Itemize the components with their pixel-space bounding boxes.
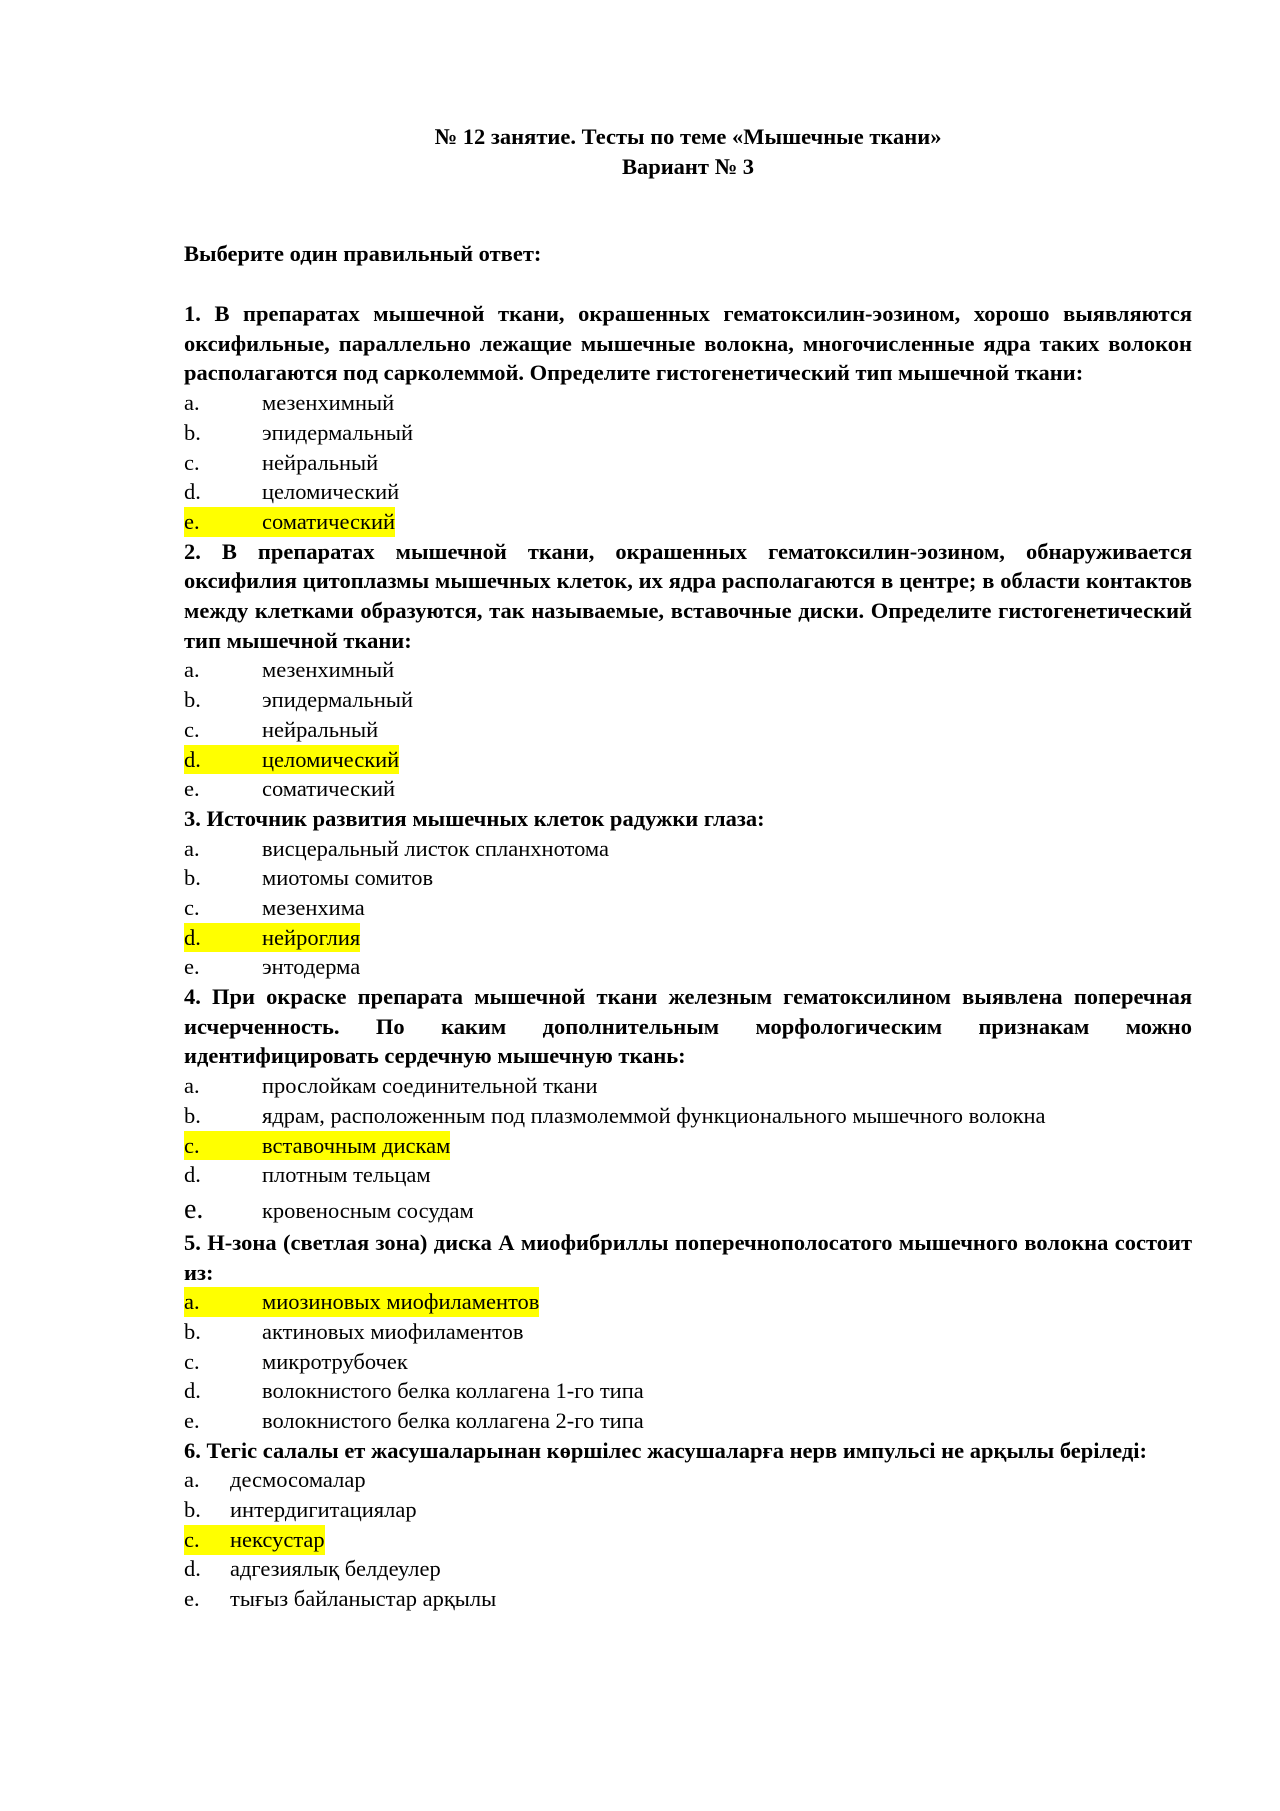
option-text: адгезиялық белдеулер — [230, 1556, 441, 1582]
answer-option — [184, 1376, 1192, 1406]
question-text: 4. При окраске препарата мышечной ткани железным гематоксилином выявлена поперечная исчерченность. По каким дополнительным морфологическим признакам можно идентифицировать сердечную мышечную ткань: — [184, 984, 1192, 1069]
option-letter: e. — [184, 954, 200, 980]
question-block — [184, 982, 1192, 1228]
option-letter: c. — [184, 1348, 200, 1374]
answer-option — [184, 1160, 1192, 1190]
option-text: волокнистого белка коллагена 2-го типа — [262, 1408, 644, 1434]
title-line-1: № 12 занятие. Тесты по теме «Мышечные ткани» — [434, 124, 942, 149]
option-letter: d. — [184, 924, 201, 950]
option-text: тығыз байланыстар арқылы — [230, 1586, 497, 1612]
option-highlight — [184, 1554, 441, 1584]
option-highlight — [184, 655, 394, 685]
option-highlight — [184, 418, 413, 448]
option-text: висцеральный листок спланхнотома — [262, 835, 609, 861]
option-text: прослойкам соединительной ткани — [262, 1073, 598, 1099]
option-highlight — [184, 1376, 644, 1406]
option-text: волокнистого белка коллагена 1-го типа — [262, 1378, 644, 1404]
option-letter: c. — [184, 449, 200, 475]
option-text: микротрубочек — [262, 1348, 408, 1374]
answer-option — [184, 1071, 1192, 1101]
document-page — [184, 122, 1192, 1614]
question-text: 5. Н-зона (светлая зона) диска А миофибриллы поперечнополосатого мышечного волокна состоит из: — [184, 1229, 1192, 1285]
option-text: эпидермальный — [262, 419, 414, 445]
answer-option — [184, 1317, 1192, 1347]
option-highlight — [184, 1406, 644, 1436]
option-letter: c. — [184, 894, 200, 920]
answer-option — [184, 1495, 1192, 1525]
option-text: мезенхимный — [262, 657, 395, 683]
option-letter: b. — [184, 1497, 201, 1523]
option-highlight — [184, 1584, 496, 1614]
option-highlight — [184, 834, 609, 864]
question-list — [184, 299, 1192, 1614]
option-text: десмосомалар — [230, 1467, 366, 1493]
question-block — [184, 1228, 1192, 1436]
option-letter: a. — [184, 657, 200, 683]
answer-option-correct — [184, 1525, 1192, 1555]
option-text: нейральный — [262, 716, 379, 742]
question-block — [184, 804, 1192, 982]
answer-option — [184, 448, 1192, 478]
option-highlight — [184, 745, 399, 775]
option-text: целомический — [262, 746, 400, 772]
option-text: вставочным дискам — [262, 1132, 451, 1158]
option-text: миозиновых миофиламентов — [262, 1289, 540, 1315]
option-highlight — [184, 1495, 417, 1525]
answer-option — [184, 774, 1192, 804]
option-letter: d. — [184, 1378, 201, 1404]
option-letter: e. — [184, 776, 200, 802]
option-text: соматический — [262, 508, 396, 534]
option-letter: b. — [184, 1102, 201, 1128]
option-letter: d. — [184, 746, 201, 772]
title-line-2: Вариант № 3 — [621, 153, 755, 179]
option-text: миотомы сомитов — [262, 865, 434, 891]
option-text: нексустар — [230, 1526, 325, 1552]
answer-option — [184, 893, 1192, 923]
option-highlight — [184, 1131, 450, 1161]
option-letter: a. — [184, 1073, 200, 1099]
option-text: кровеносным сосудам — [262, 1197, 474, 1223]
option-highlight — [184, 1465, 366, 1495]
answer-option — [184, 863, 1192, 893]
option-letter: b. — [184, 1318, 201, 1344]
answer-option — [184, 685, 1192, 715]
option-highlight — [184, 774, 395, 804]
option-text: интердигитациялар — [230, 1497, 417, 1523]
answer-option — [184, 952, 1192, 982]
option-highlight — [184, 1160, 431, 1190]
option-letter: a. — [184, 390, 200, 416]
option-letter: d. — [184, 479, 201, 505]
option-highlight — [184, 1190, 474, 1231]
answer-option — [184, 715, 1192, 745]
option-highlight — [184, 952, 360, 982]
option-highlight — [184, 1347, 408, 1377]
document-title — [184, 122, 1192, 181]
question-block — [184, 1436, 1192, 1614]
option-letter: a. — [184, 835, 200, 861]
answer-option — [184, 1584, 1192, 1614]
option-text: эпидермальный — [262, 687, 414, 713]
instruction: Выберите один правильный ответ: — [184, 241, 542, 267]
answer-option-correct — [184, 1287, 1192, 1317]
answer-option — [184, 834, 1192, 864]
option-letter: a. — [184, 1289, 200, 1315]
option-highlight — [184, 448, 378, 478]
answer-option — [184, 477, 1192, 507]
answer-option-correct — [184, 507, 1192, 537]
option-highlight — [184, 1525, 325, 1555]
option-letter: c. — [184, 1132, 200, 1158]
option-text: целомический — [262, 479, 400, 505]
option-text: мезенхимный — [262, 390, 395, 416]
option-letter: e. — [184, 508, 200, 534]
option-highlight — [184, 923, 360, 953]
answer-option — [184, 388, 1192, 418]
option-highlight — [184, 477, 399, 507]
option-text: нейроглия — [262, 924, 361, 950]
option-letter: e. — [184, 1586, 200, 1612]
answer-option-correct — [184, 1131, 1192, 1161]
option-highlight — [184, 685, 413, 715]
question-text: 3. Источник развития мышечных клеток радужки глаза: — [184, 805, 765, 831]
option-letter: e. — [184, 1193, 204, 1225]
answer-option — [184, 1465, 1192, 1495]
option-highlight — [184, 893, 365, 923]
answer-option — [184, 655, 1192, 685]
option-highlight — [184, 1071, 598, 1101]
option-letter: c. — [184, 716, 200, 742]
option-letter: e. — [184, 1408, 200, 1434]
option-highlight — [184, 1101, 1046, 1131]
answer-option — [184, 1554, 1192, 1584]
option-highlight — [184, 863, 433, 893]
option-text: актиновых миофиламентов — [262, 1318, 524, 1344]
option-highlight — [184, 715, 378, 745]
answer-option — [184, 1347, 1192, 1377]
option-letter: b. — [184, 865, 201, 891]
question-text: 1. В препаратах мышечной ткани, окрашенных гематоксилин-эозином, хорошо выявляются оксифильные, параллельно лежащие мышечные волокна, многочисленные ядра таких волокон располагаются под сарколеммой. Определите гистогенетический тип мышечной ткани: — [184, 301, 1192, 386]
option-letter: d. — [184, 1556, 201, 1582]
question-text: 2. В препаратах мышечной ткани, окрашенных гематоксилин-эозином, обнаруживается оксифилия цитоплазмы мышечных клеток, их ядра располагаются в центре; в области контактов между клетками образуются, так называемые, вставочные диски. Определите гистогенетический тип мышечной ткани: — [184, 538, 1192, 653]
question-block — [184, 299, 1192, 537]
option-text: мезенхима — [262, 894, 365, 920]
option-highlight — [184, 388, 394, 418]
option-letter: a. — [184, 1467, 200, 1493]
option-highlight — [184, 1317, 523, 1347]
answer-option — [184, 1190, 1192, 1228]
question-text: 6. Тегіс салалы ет жасушаларынан көршілес жасушаларға нерв импульсі не арқылы беріледі: — [184, 1437, 1147, 1463]
option-text: ядрам, расположенным под плазмолеммой функционального мышечного волокна — [262, 1102, 1046, 1128]
option-highlight — [184, 507, 395, 537]
option-text: соматический — [262, 776, 396, 802]
option-text: нейральный — [262, 449, 379, 475]
answer-option — [184, 1406, 1192, 1436]
option-letter: b. — [184, 419, 201, 445]
option-letter: c. — [184, 1526, 200, 1552]
option-highlight — [184, 1287, 539, 1317]
option-letter: b. — [184, 687, 201, 713]
answer-option-correct — [184, 923, 1192, 953]
option-text: энтодерма — [262, 954, 361, 980]
answer-option-correct — [184, 745, 1192, 775]
answer-option — [184, 1101, 1192, 1131]
option-letter: d. — [184, 1162, 201, 1188]
question-block — [184, 537, 1192, 804]
option-text: плотным тельцам — [262, 1162, 431, 1188]
answer-option — [184, 418, 1192, 448]
